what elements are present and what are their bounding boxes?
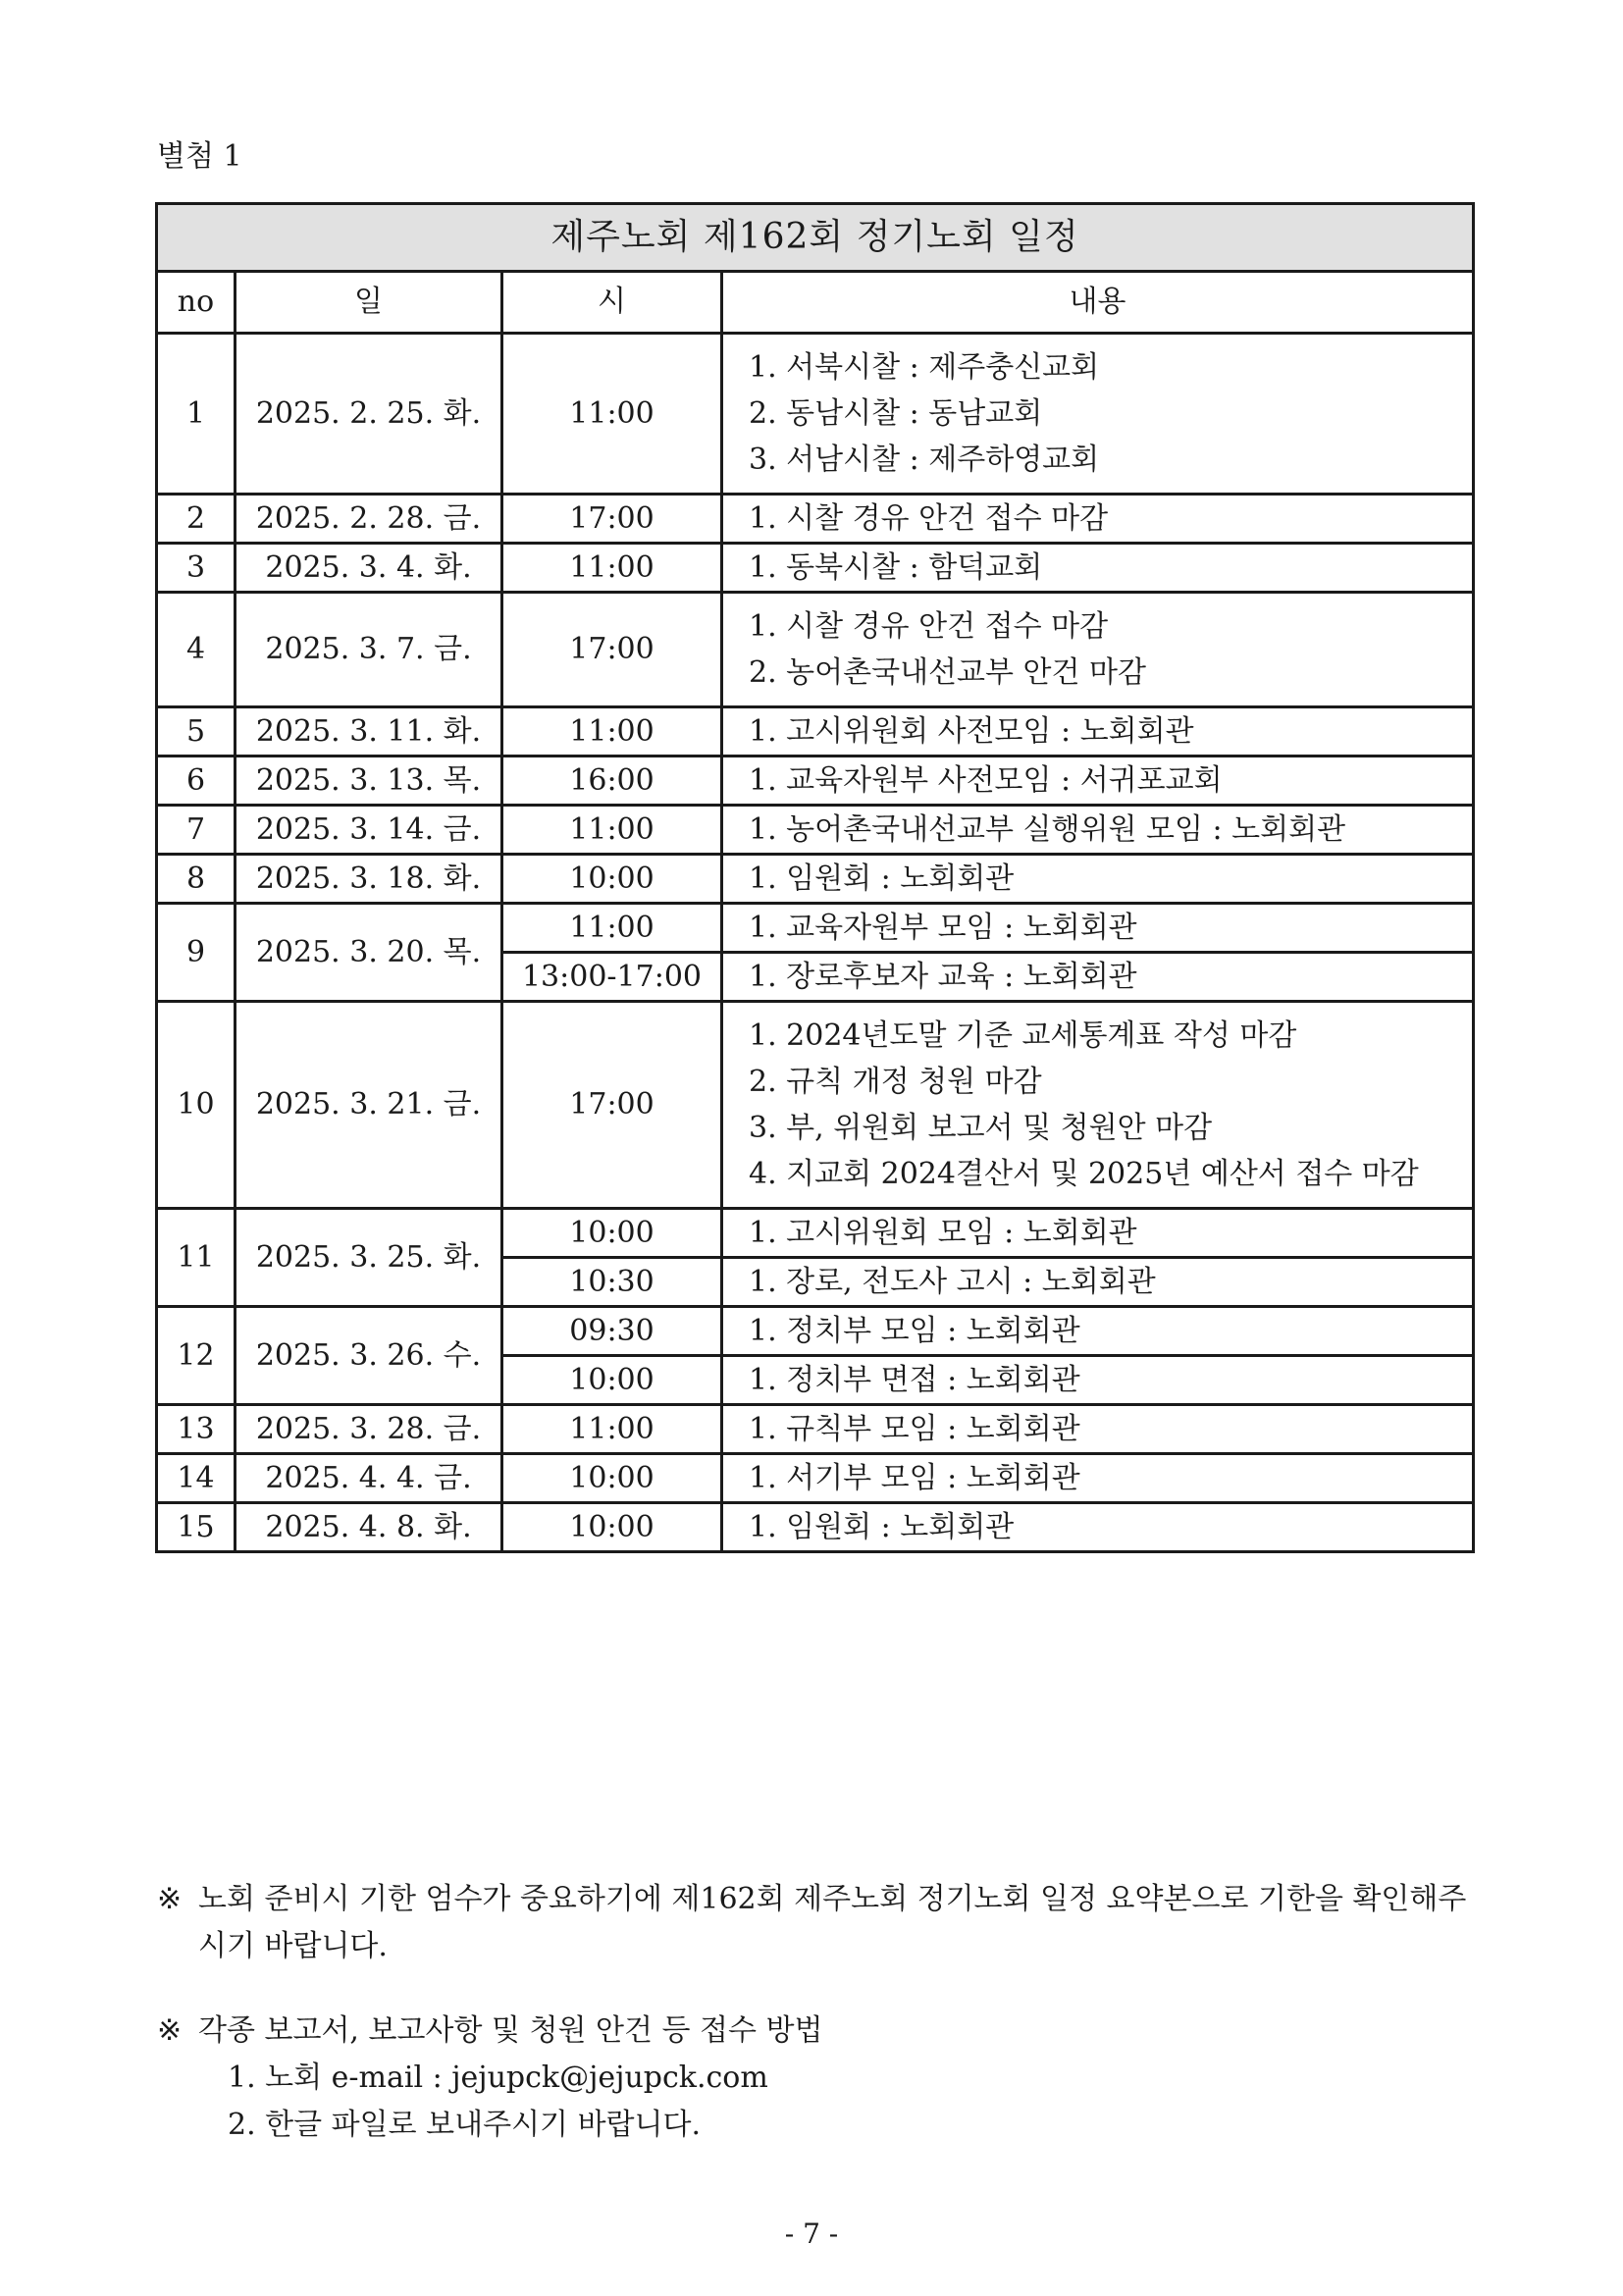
content-item: 1. 고시위원회 사전모임 : 노회회관 bbox=[749, 714, 1194, 749]
cell-time: 10:00 bbox=[502, 855, 722, 904]
header-no: no bbox=[157, 272, 236, 334]
header-time: 시 bbox=[502, 272, 722, 334]
table-row bbox=[157, 707, 1474, 757]
cell-content bbox=[722, 1209, 1474, 1258]
cell-time: 11:00 bbox=[502, 806, 722, 855]
cell-content bbox=[722, 855, 1474, 904]
content-item: 1. 서북시찰 : 제주충신교회 bbox=[749, 350, 1100, 385]
cell-time: 13:00-17:00 bbox=[502, 953, 722, 1002]
table-row bbox=[157, 1209, 1474, 1258]
cell-no: 6 bbox=[157, 757, 236, 806]
content-item: 1. 교육자원부 사전모임 : 서귀포교회 bbox=[749, 763, 1223, 798]
cell-time: 10:00 bbox=[502, 1356, 722, 1405]
cell-content bbox=[722, 1503, 1474, 1552]
cell-no: 12 bbox=[157, 1307, 236, 1405]
cell-content bbox=[722, 495, 1474, 544]
cell-date: 2025. 4. 8. 화. bbox=[236, 1503, 502, 1552]
table-row bbox=[157, 1454, 1474, 1503]
content-item: 2. 농어촌국내선교부 안건 마감 bbox=[749, 655, 1146, 690]
content-item: 1. 장로후보자 교육 : 노회회관 bbox=[749, 960, 1137, 994]
content-item: 1. 서기부 모임 : 노회회관 bbox=[749, 1461, 1080, 1495]
header-date: 일 bbox=[236, 272, 502, 334]
content-item: 4. 지교회 2024결산서 및 2025년 예산서 접수 마감 bbox=[749, 1157, 1419, 1191]
cell-date: 2025. 3. 28. 금. bbox=[236, 1405, 502, 1454]
note-subitem-email: 1. 노회 e-mail : jejupck@jejupck.com bbox=[228, 2061, 768, 2095]
cell-date: 2025. 3. 18. 화. bbox=[236, 855, 502, 904]
cell-date: 2025. 3. 25. 화. bbox=[236, 1209, 502, 1307]
cell-content bbox=[722, 593, 1474, 707]
cell-no: 5 bbox=[157, 707, 236, 757]
content-item: 1. 시찰 경유 안건 접수 마감 bbox=[749, 501, 1109, 536]
cell-no: 7 bbox=[157, 806, 236, 855]
cell-date: 2025. 3. 11. 화. bbox=[236, 707, 502, 757]
cell-content bbox=[722, 953, 1474, 1002]
cell-time: 11:00 bbox=[502, 334, 722, 495]
cell-no: 2 bbox=[157, 495, 236, 544]
cell-time: 10:00 bbox=[502, 1454, 722, 1503]
table-row bbox=[157, 904, 1474, 953]
cell-date: 2025. 3. 13. 목. bbox=[236, 757, 502, 806]
table-row bbox=[157, 806, 1474, 855]
content-item: 2. 동남시찰 : 동남교회 bbox=[749, 396, 1043, 431]
cell-no: 13 bbox=[157, 1405, 236, 1454]
cell-time: 10:00 bbox=[502, 1503, 722, 1552]
table-row bbox=[157, 1307, 1474, 1356]
cell-no: 8 bbox=[157, 855, 236, 904]
cell-content bbox=[722, 806, 1474, 855]
content-item: 1. 정치부 모임 : 노회회관 bbox=[749, 1314, 1080, 1348]
cell-no: 1 bbox=[157, 334, 236, 495]
cell-time: 11:00 bbox=[502, 1405, 722, 1454]
table-row bbox=[157, 1503, 1474, 1552]
cell-time: 10:00 bbox=[502, 1209, 722, 1258]
cell-content bbox=[722, 757, 1474, 806]
cell-no: 3 bbox=[157, 544, 236, 593]
note-symbol: ※ bbox=[157, 1882, 183, 1916]
content-item: 1. 농어촌국내선교부 실행위원 모임 : 노회회관 bbox=[749, 812, 1346, 847]
table-row bbox=[157, 495, 1474, 544]
table-row bbox=[157, 757, 1474, 806]
cell-time: 17:00 bbox=[502, 495, 722, 544]
note-submission bbox=[157, 2008, 1472, 2149]
cell-content bbox=[722, 1307, 1474, 1356]
cell-date: 2025. 2. 28. 금. bbox=[236, 495, 502, 544]
cell-no: 14 bbox=[157, 1454, 236, 1503]
cell-no: 10 bbox=[157, 1002, 236, 1209]
cell-no: 15 bbox=[157, 1503, 236, 1552]
cell-content bbox=[722, 1356, 1474, 1405]
content-item: 1. 정치부 면접 : 노회회관 bbox=[749, 1363, 1080, 1397]
cell-date: 2025. 3. 20. 목. bbox=[236, 904, 502, 1002]
content-item: 3. 서남시찰 : 제주하영교회 bbox=[749, 443, 1100, 477]
content-item: 1. 시찰 경유 안건 접수 마감 bbox=[749, 609, 1109, 644]
content-item: 3. 부, 위원회 보고서 및 청원안 마감 bbox=[749, 1111, 1213, 1145]
table-row bbox=[157, 1002, 1474, 1209]
content-item: 1. 임원회 : 노회회관 bbox=[749, 861, 1015, 896]
table-row bbox=[157, 1405, 1474, 1454]
cell-time: 09:30 bbox=[502, 1307, 722, 1356]
attachment-label: 별첨 1 bbox=[157, 139, 242, 174]
cell-date: 2025. 3. 7. 금. bbox=[236, 593, 502, 707]
cell-time: 10:30 bbox=[502, 1258, 722, 1307]
cell-date: 2025. 3. 26. 수. bbox=[236, 1307, 502, 1405]
note-text: 노회 준비시 기한 엄수가 중요하기에 제162회 제주노회 정기노회 일정 요약본으로 기한을 확인해주시기 바랍니다. bbox=[198, 1882, 1467, 1963]
cell-no: 11 bbox=[157, 1209, 236, 1307]
table-row bbox=[157, 593, 1474, 707]
cell-date: 2025. 3. 4. 화. bbox=[236, 544, 502, 593]
content-item: 1. 규칙부 모임 : 노회회관 bbox=[749, 1412, 1080, 1446]
cell-time: 16:00 bbox=[502, 757, 722, 806]
note-subitem-format: 2. 한글 파일로 보내주시기 바랍니다. bbox=[228, 2108, 702, 2142]
content-item: 1. 고시위원회 모임 : 노회회관 bbox=[749, 1216, 1137, 1250]
cell-time: 11:00 bbox=[502, 544, 722, 593]
header-content: 내용 bbox=[722, 272, 1474, 334]
table-row bbox=[157, 855, 1474, 904]
page-number: - 7 - bbox=[784, 2218, 839, 2250]
cell-content bbox=[722, 904, 1474, 953]
cell-content bbox=[722, 1258, 1474, 1307]
cell-content bbox=[722, 544, 1474, 593]
cell-time: 11:00 bbox=[502, 904, 722, 953]
content-item: 1. 2024년도말 기준 교세통계표 작성 마감 bbox=[749, 1018, 1297, 1053]
cell-date: 2025. 3. 21. 금. bbox=[236, 1002, 502, 1209]
schedule-body bbox=[157, 334, 1474, 1552]
schedule-table bbox=[155, 202, 1475, 1553]
content-item: 1. 동북시찰 : 함덕교회 bbox=[749, 550, 1043, 585]
content-item: 1. 장로, 전도사 고시 : 노회회관 bbox=[749, 1265, 1156, 1299]
table-row bbox=[157, 544, 1474, 593]
note-symbol: ※ bbox=[157, 2013, 183, 2048]
cell-date: 2025. 4. 4. 금. bbox=[236, 1454, 502, 1503]
cell-time: 11:00 bbox=[502, 707, 722, 757]
content-item: 2. 규칙 개정 청원 마감 bbox=[749, 1065, 1042, 1099]
cell-content bbox=[722, 1002, 1474, 1209]
cell-date: 2025. 3. 14. 금. bbox=[236, 806, 502, 855]
content-item: 1. 임원회 : 노회회관 bbox=[749, 1510, 1015, 1544]
cell-time: 17:00 bbox=[502, 593, 722, 707]
cell-date: 2025. 2. 25. 화. bbox=[236, 334, 502, 495]
note-text: 각종 보고서, 보고사항 및 청원 안건 등 접수 방법 bbox=[198, 2013, 823, 2048]
cell-time: 17:00 bbox=[502, 1002, 722, 1209]
note-deadline bbox=[157, 1876, 1472, 1970]
content-item: 1. 교육자원부 모임 : 노회회관 bbox=[749, 911, 1137, 945]
cell-content bbox=[722, 1454, 1474, 1503]
cell-content bbox=[722, 707, 1474, 757]
table-title: 제주노회 제162회 정기노회 일정 bbox=[157, 204, 1474, 272]
table-row bbox=[157, 334, 1474, 495]
cell-no: 9 bbox=[157, 904, 236, 1002]
cell-content bbox=[722, 334, 1474, 495]
cell-content bbox=[722, 1405, 1474, 1454]
cell-no: 4 bbox=[157, 593, 236, 707]
